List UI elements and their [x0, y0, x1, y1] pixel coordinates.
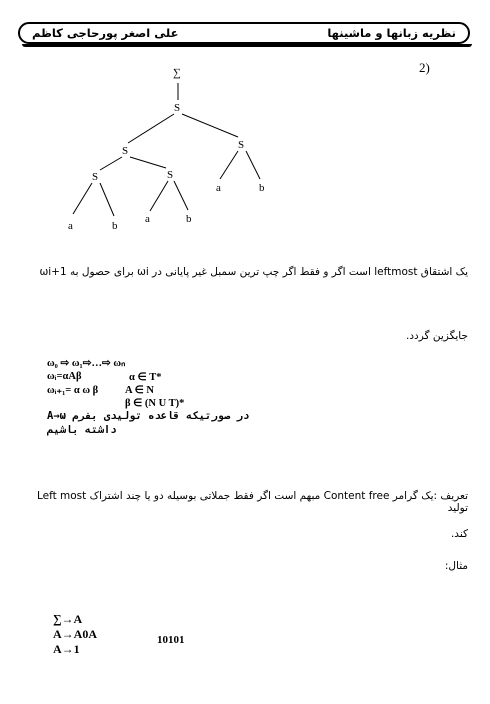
example-number: 2) [419, 60, 430, 75]
tree-leaf-a: a [145, 213, 150, 225]
header-course-title: نظریه زبانها و ماشینها [327, 26, 456, 40]
derivation-alpha: α ∈ T* [129, 372, 162, 383]
tree-edge [150, 181, 168, 211]
tree-node-s: S [92, 171, 99, 183]
example-string: 10101 [157, 634, 185, 646]
tree-leaf-b: b [112, 220, 118, 232]
tree-edge [100, 183, 114, 216]
tree-node-s: S [122, 145, 129, 157]
derivation-beta: β ∈ (N U T)* [125, 398, 185, 409]
tree-edge [73, 183, 92, 214]
tree-edge [182, 114, 238, 137]
tree-edge [100, 157, 122, 170]
tree-node-root: ∑ [173, 67, 181, 79]
leftmost-definition-line1: یک اشتقاق leftmost است اگر و فقط اگر چپ ترین سمبل غیر پایانی در ωi برای حصول به ωi+1 [39, 266, 468, 278]
tree-leaf-b: b [186, 213, 192, 225]
derivation-a-in-n: A ∈ N [125, 385, 154, 396]
tree-leaf-b: b [259, 182, 265, 194]
tree-edge [174, 181, 188, 210]
tree-leaf-a: a [68, 220, 73, 232]
tree-node-s: S [238, 139, 245, 151]
tree-edge [220, 151, 238, 179]
tree-edge [246, 151, 260, 179]
derivation-condition-end: داشته باشیم [47, 424, 117, 436]
grammar-rule: ∑→A [53, 612, 83, 626]
derivation-omega-i1: ωᵢ₊₁= α ω β [47, 385, 99, 396]
tree-leaf-a: a [216, 182, 221, 194]
tree-node-s: S [174, 102, 181, 114]
tree-edge [130, 157, 166, 168]
derivation-omega-i: ωᵢ=αAβ [47, 371, 82, 382]
example-label: مثال: [444, 560, 468, 572]
ambiguity-definition-line2: کند. [450, 528, 468, 540]
tree-edge [128, 114, 174, 143]
tree-node-s: S [167, 169, 174, 181]
header-author: علی اصغر پورحاجی کاظم [32, 26, 179, 40]
derivation-sequence: ω₀ ⇨ ω₁⇨…⇨ ωₙ [47, 358, 126, 369]
leftmost-definition-line2: جایگزین گردد. [406, 330, 468, 342]
ambiguity-definition-line1: تعریف :یک گرامر Content free مبهم است اگر فقط جملاتی بوسیله دو یا چند اشتراک Left most تولید [36, 490, 468, 514]
derivation-condition: در صورتیکه قاعده تولیدی بفرم A→ω [47, 410, 250, 422]
grammar-rule: A→A0A [53, 627, 97, 641]
grammar-rule: A→1 [53, 642, 80, 656]
derivation-tree [0, 0, 490, 240]
